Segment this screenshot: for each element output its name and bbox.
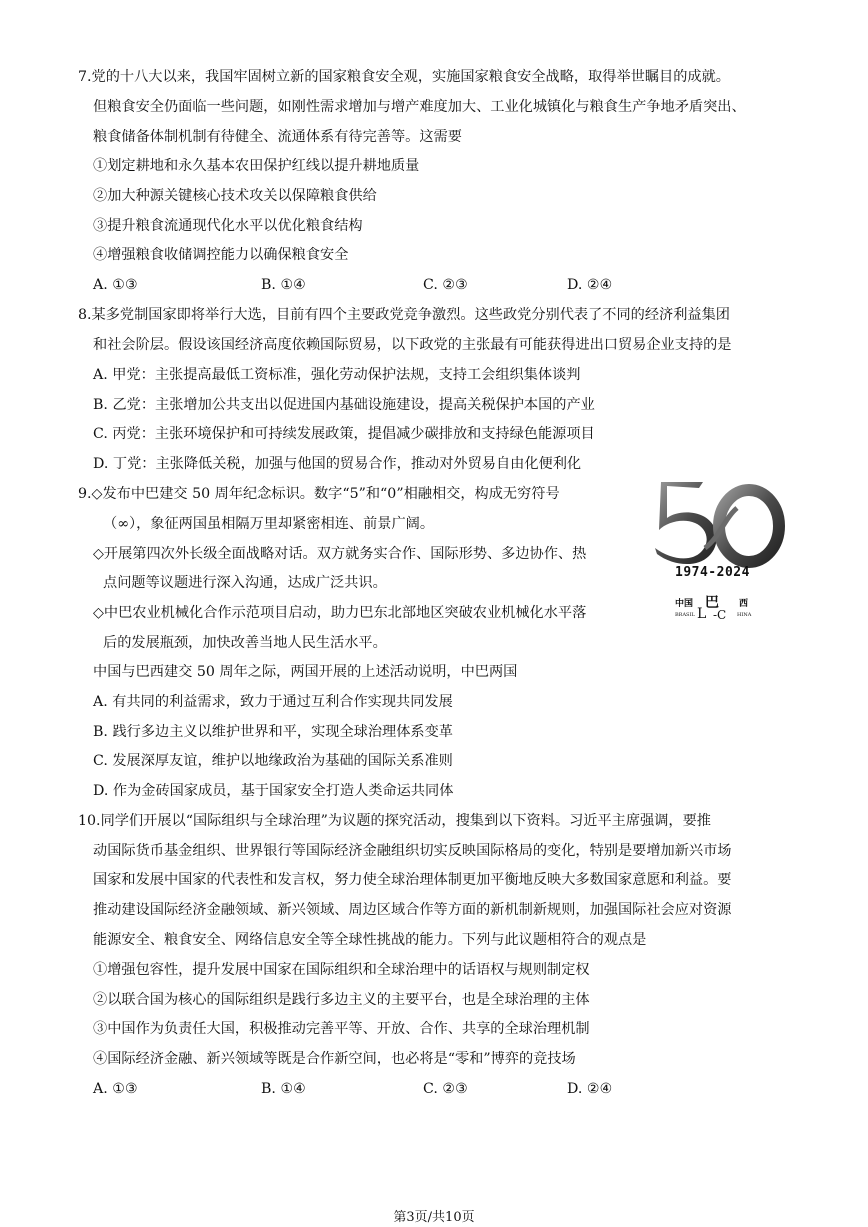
q7-item-4: ④增强粮食收储调控能力以确保粮食安全 [93, 247, 349, 263]
q8-option-b: B. 乙党：主张增加公共支出以促进国内基础设施建设，提高关税保护本国的产业 [93, 397, 595, 413]
q9-stem-line-1: 9.◇发布中巴建交 50 周年纪念标识。数字“5”和“0”相融相交，构成无穷符号 [78, 486, 560, 502]
q10-item-1: ①增强包容性，提升发展中国家在国际组织和全球治理中的话语权与规则制定权 [93, 962, 590, 978]
q10-stem-line-4: 推动建设国际经济金融领域、新兴领域、周边区域合作等方面的新机制新规则，加强国际社会应对资源 [93, 902, 732, 918]
logo-wordmark [675, 594, 785, 624]
q10-item-4: ④国际经济金融、新兴领域等既是合作新空间，也必将是“零和”博弈的竞技场 [93, 1051, 576, 1067]
q10-option-a: A. ①③ [93, 1081, 138, 1097]
q7-item-3: ③提升粮食流通现代化水平以优化粮食结构 [93, 218, 363, 234]
q10-stem-line-1: 10.同学们开展以“国际组织与全球治理”为议题的探究活动，搜集到以下资料。习近平主席强调，要推 [78, 813, 711, 829]
q10-options [93, 1079, 793, 1099]
page-footer: 第3页/共10页 [393, 1210, 475, 1225]
q9-stem-line-4: 点问题等议题进行深入沟通，达成广泛共识。 [103, 575, 387, 591]
q8-stem-line-2: 和社会阶层。假设该国经济高度依赖国际贸易，以下政党的主张最有可能获得进出口贸易企业支持的是 [93, 337, 732, 353]
q10-option-b: B. ①④ [261, 1081, 306, 1097]
q10-stem-line-2: 动国际货币基金组织、世界银行等国际经济金融组织切实反映国际格局的变化，特别是要增加新兴市场 [93, 843, 732, 859]
q9-option-d: D. 作为金砖国家成员，基于国家安全打造人类命运共同体 [93, 783, 454, 799]
q7-stem-line-1: 7.党的十八大以来，我国牢固树立新的国家粮食安全观，实施国家粮食安全战略，取得举世瞩目的成就。 [78, 69, 730, 85]
q7-option-b: B. ①④ [261, 277, 306, 293]
q7-stem-line-2: 但粮食安全仍面临一些问题，如刚性需求增加与增产难度加大、工业化城镇化与粮食生产争地矛盾突出、 [93, 99, 746, 115]
q9-option-c: C. 发展深厚友谊，维护以地缘政治为基础的国际关系准则 [93, 753, 453, 769]
logo-text-ba: 巴 [705, 595, 719, 611]
q10-option-d: D. ②④ [567, 1081, 613, 1097]
q9-stem-line-2: （∞），象征两国虽相隔万里却紧密相连、前景广阔。 [103, 516, 435, 532]
q10-item-2: ②以联合国为核心的国际组织是践行多边主义的主要平台，也是全球治理的主体 [93, 992, 590, 1008]
q8-option-d: D. 丁党：主张降低关税，加强与他国的贸易合作，推动对外贸易自由化便利化 [93, 456, 582, 472]
q7-item-2: ②加大种源关键核心技术攻关以保障粮食供给 [93, 188, 377, 204]
q9-option-a: A. 有共同的利益需求，致力于通过互利合作实现共同发展 [93, 694, 453, 710]
q9-stem-line-7: 中国与巴西建交 50 周年之际，两国开展的上述活动说明，中巴两国 [93, 664, 518, 680]
q10-option-c: C. ②③ [423, 1081, 468, 1097]
q9-stem-line-5: ◇中巴农业机械化合作示范项目启动，助力巴东北部地区突破农业机械化水平落 [93, 605, 587, 621]
q7-stem-line-3: 粮食储备体制机制有待健全、流通体系有待完善等。这需要 [93, 129, 462, 145]
q9-option-b: B. 践行多边主义以维护世界和平，实现全球治理体系变革 [93, 724, 453, 740]
q7-option-d: D. ②④ [567, 277, 613, 293]
q9-stem-line-6: 后的发展瓶颈，加快改善当地人民生活水平。 [103, 635, 387, 651]
q10-item-3: ③中国作为负责任大国，积极推动完善平等、开放、合作、共享的全球治理机制 [93, 1021, 590, 1037]
q10-stem-line-3: 国家和发展中国家的代表性和发言权，努力使全球治理体制更加平衡地反映大多数国家意愿和利益。要 [93, 872, 732, 888]
logo-text-xi: 西 [739, 599, 749, 609]
q8-stem-line-1: 8.某多党制国家即将举行大选，目前有四个主要政党竞争激烈。这些政党分别代表了不同的经济利益集团 [78, 307, 730, 323]
logo-small-brasil: BRASIL [675, 612, 695, 618]
q7-option-a: A. ①③ [93, 277, 138, 293]
q9-stem-line-3: ◇开展第四次外长级全面战略对话。双方就务实合作、国际形势、多边协作、热 [93, 546, 587, 562]
q8-option-a: A. 甲党：主张提高最低工资标准，强化劳动保护法规，支持工会组织集体谈判 [93, 367, 581, 383]
q8-option-c: C. 丙党：主张环境保护和可持续发展政策，提倡减少碳排放和支持绿色能源项目 [93, 426, 595, 442]
q7-option-c: C. ②③ [423, 277, 468, 293]
logo-years: 1974-2024 [675, 565, 750, 580]
q10-stem-line-5: 能源安全、粮食安全、网络信息安全等全球性挑战的能力。下列与此议题相符合的观点是 [93, 932, 647, 948]
logo-text-china: 中国 [675, 599, 694, 609]
china-brazil-50-anniversary-logo [645, 478, 795, 628]
q7-item-1: ①划定耕地和永久基本农田保护红线以提升耕地质量 [93, 158, 420, 174]
logo-small-hina: HINA [737, 612, 752, 618]
q7-options [93, 275, 793, 295]
logo-small-l: L [697, 606, 707, 622]
logo-small-c: -C [713, 608, 727, 622]
